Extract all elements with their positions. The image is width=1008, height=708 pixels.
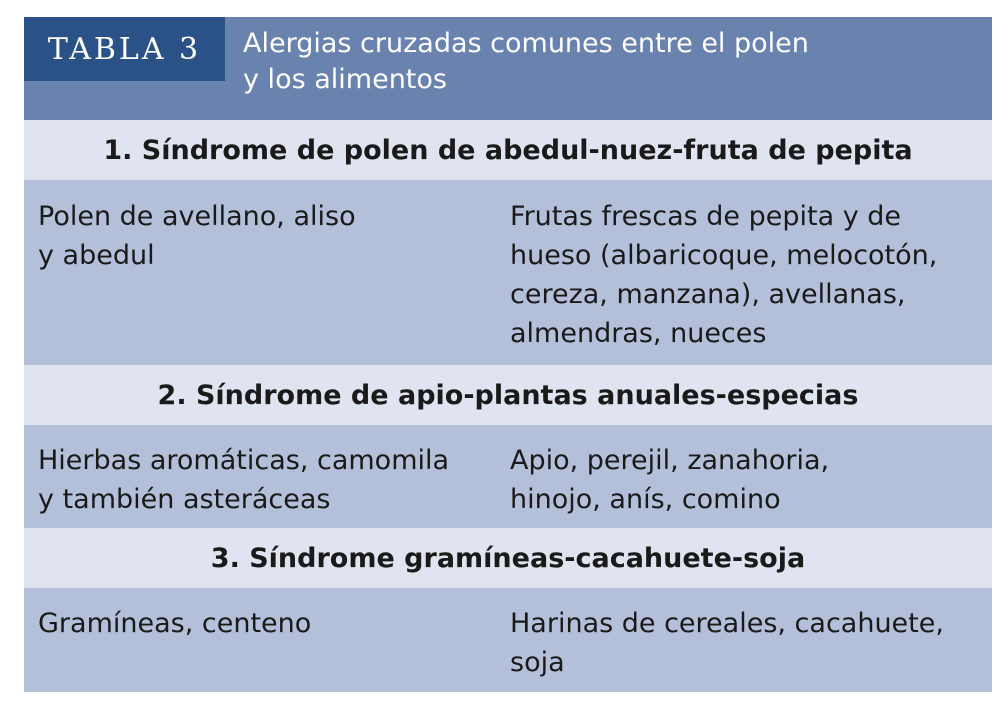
section-3-pollen: Gramíneas, centeno [38,608,312,639]
section-heading-3: 3. Síndrome gramíneas-cacahuete-soja [24,528,992,588]
table-title: Alergias cruzadas comunes entre el polen y los alimentos [243,28,809,95]
section-2-pollen: Hierbas aromáticas, camomila y también asteráceas [38,445,450,515]
section-heading-2: 2. Síndrome de apio-plantas anuales-especias [24,365,992,425]
table-label: TABLA 3 [24,17,225,81]
table-header [24,17,992,120]
cross-allergy-table [24,17,992,692]
section-1-foods: Frutas frescas de pepita y de hueso (albaricoque, melocotón, cereza, manzana), avellanas, almendras, nueces [510,201,938,349]
section-heading-1: 1. Síndrome de polen de abedul-nuez-fruta de pepita [24,120,992,180]
section-1-pollen: Polen de avellano, aliso y abedul [38,201,356,271]
section-3-foods: Harinas de cereales, cacahuete, soja [510,608,944,678]
section-2-foods: Apio, perejil, zanahoria, hinojo, anís, comino [510,445,830,515]
